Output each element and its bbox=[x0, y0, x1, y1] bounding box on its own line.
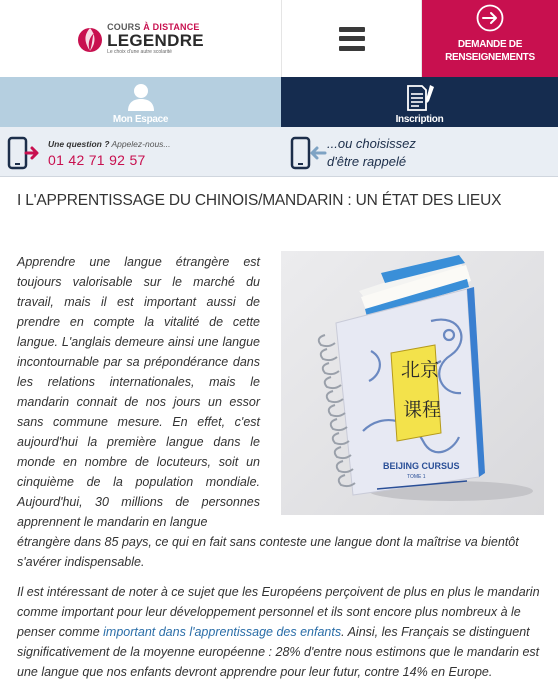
question-label: Une question ? bbox=[48, 138, 110, 149]
contact-bar bbox=[0, 127, 558, 177]
arrow-right-circle-icon bbox=[476, 4, 504, 32]
logo bbox=[77, 23, 204, 55]
menu-button[interactable] bbox=[281, 0, 422, 77]
user-icon bbox=[126, 82, 156, 112]
mon-espace-button[interactable] bbox=[0, 77, 281, 127]
cover-chars-1: 北京 bbox=[401, 359, 440, 381]
article-paragraph-2 bbox=[17, 582, 544, 682]
appel-label: Appelez-nous... bbox=[111, 138, 171, 149]
article-title: I L'APPRENTISSAGE DU CHINOIS/MANDARIN : UN ÉTAT DES LIEUX bbox=[17, 192, 502, 209]
logo-top-accent: À DISTANCE bbox=[143, 21, 200, 32]
p2-before: Il est intéressant de noter à ce sujet que les Européens perçoivent de plus en plus le mandarin comme important pour leur développement personnel et ils sont encore plus nombreux à le penser comme bbox=[17, 585, 540, 639]
p2-after: . Ainsi, les Français se distinguent significativement de la moyenne européenne : 28% d'entre nous estimons que le mandarin est une langue que nos enfants devront apprendre pour leur futur, contre 14% en Europe. bbox=[17, 625, 540, 679]
call-us-link[interactable] bbox=[6, 133, 171, 173]
site-header bbox=[0, 0, 558, 77]
phone-number[interactable]: 01 42 71 92 57 bbox=[48, 151, 146, 168]
document-pen-icon bbox=[403, 84, 437, 112]
inscription-label: Inscription bbox=[395, 114, 444, 125]
enfants-link[interactable]: important dans l'apprentissage des enfants bbox=[103, 625, 342, 639]
flame-logo-icon bbox=[77, 24, 103, 54]
article-paragraph-1: Apprendre une langue étrangère est toujours valorisable sur le marché du travail, mais il est important aussi de prendre en compte la vitalité de cette langue. L'anglais demeure ainsi une langue incontournable par sa prépondérance dans les relations internationales, mais le mandarin connait de nos jours un essor sans commune mesure. En effet, c'est aujourd'hui la première langue dans le monde en nombre de locuteurs, soit un cinquième de la population mondiale. Aujourd'hui, 30 millions de personnes apprennent le mandarin en langue bbox=[17, 255, 260, 529]
logo-link[interactable] bbox=[0, 0, 281, 77]
phone-callback-icon bbox=[289, 135, 327, 171]
book-photo bbox=[281, 251, 544, 515]
hamburger-menu-icon bbox=[339, 27, 365, 51]
callback-link[interactable] bbox=[289, 133, 416, 173]
logo-brand: LEGENDRE bbox=[107, 30, 204, 50]
callback-label: ...ou choisissez d'être rappelé bbox=[327, 136, 416, 169]
account-nav bbox=[0, 77, 558, 127]
demande-label: DEMANDE DE RENSEIGNEMENTS bbox=[445, 39, 535, 63]
cover-title: BEIJING CURSUS bbox=[383, 461, 460, 471]
cover-chars-2: 课程 bbox=[403, 399, 442, 421]
logo-top-prefix: COURS bbox=[107, 21, 141, 32]
cover-sub: TOME 1 bbox=[407, 474, 426, 480]
article-paragraph-1-end: étrangère dans 85 pays, ce qui en fait sans conteste une langue dont la maîtrise va bientôt s'avérer indispensable. bbox=[17, 535, 519, 569]
logo-tagline: Le choix d'une autre scolarité bbox=[107, 48, 172, 55]
mon-espace-label: Mon Espace bbox=[112, 114, 169, 125]
notebook-illustration bbox=[281, 251, 544, 515]
inscription-button[interactable] bbox=[281, 77, 558, 127]
phone-arrow-icon bbox=[6, 135, 44, 171]
demande-renseignements-button[interactable] bbox=[422, 0, 558, 77]
